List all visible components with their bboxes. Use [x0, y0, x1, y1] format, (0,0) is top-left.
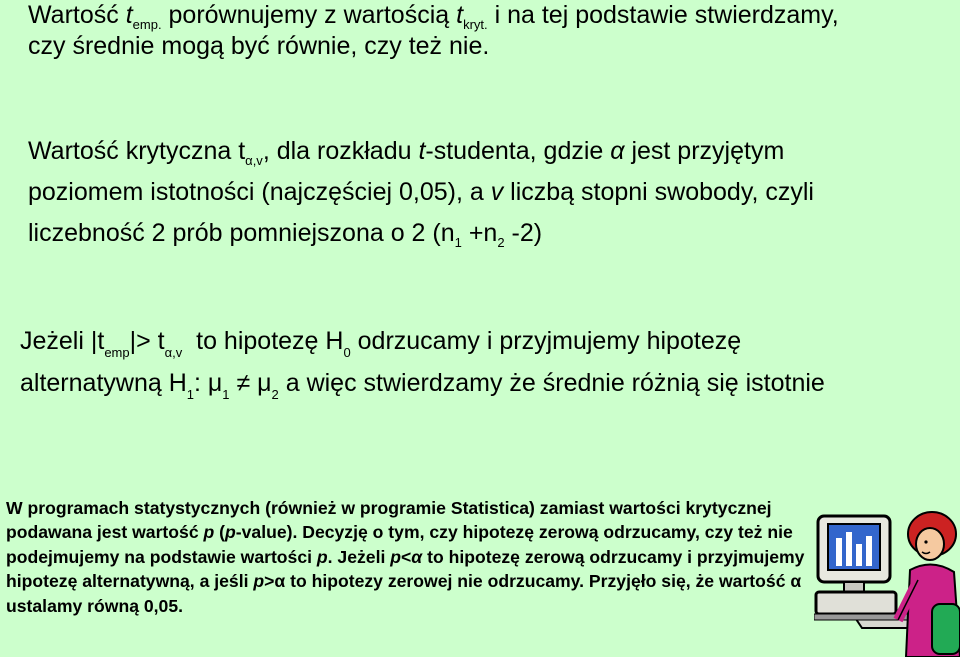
alpha-v-subscript: α,v: [245, 153, 263, 168]
p-value-paragraph: [6, 496, 806, 618]
intro-text: Wartość: [28, 1, 126, 29]
mu1-subscript: 1: [222, 387, 230, 402]
decision-text: ≠ μ: [229, 369, 272, 397]
pvalue-text: (: [214, 522, 226, 543]
t-symbol: t: [418, 137, 426, 165]
critical-text: -2): [504, 219, 543, 247]
h0-subscript: 0: [343, 345, 351, 360]
t-symbol: t: [125, 1, 133, 29]
critical-text: Wartość krytyczna t: [28, 137, 246, 165]
alpha-symbol: α: [411, 546, 423, 567]
pvalue-text: <: [401, 546, 412, 567]
critical-text: liczbą stopni swobody, czyli: [503, 178, 814, 206]
critical-value-paragraph: [28, 131, 814, 254]
t-symbol: t: [456, 1, 464, 29]
v-symbol: v: [490, 178, 504, 206]
pvalue-text: . Jeżeli: [327, 546, 391, 567]
critical-text: -studenta, gdzie: [425, 137, 611, 165]
critical-text: liczebność 2 prób pomniejszona o 2 (n: [28, 219, 455, 247]
p-symbol: p: [390, 546, 401, 567]
decision-paragraph: [20, 320, 825, 404]
intro-line-1: [28, 0, 839, 31]
emp-subscript: emp: [104, 345, 130, 360]
emp-subscript: emp.: [132, 17, 162, 32]
pvalue-text: >α to hipotezy zerowej nie odrzucamy. Przyjęło się, że wartość α ustalamy równą 0,05.: [6, 571, 802, 616]
intro-text: i na tej podstawie stwierdzamy,: [487, 1, 839, 29]
critical-line-3: [28, 213, 814, 254]
decision-text: Jeżeli |t: [20, 327, 105, 355]
mu2-subscript: 2: [271, 387, 279, 402]
decision-line-1: [20, 320, 825, 362]
p-symbol: p: [225, 522, 236, 543]
pvalue-text: W programach statystycznych (również w programie Statistica) zamiast wartości krytycznej podawana jest wartość: [6, 498, 772, 543]
n2-subscript: 2: [497, 235, 505, 250]
decision-text: a więc stwierdzamy że średnie różnią się istotnie: [278, 369, 825, 397]
critical-line-2: [28, 172, 814, 213]
kryt-subscript: kryt.: [463, 17, 488, 32]
critical-text: +n: [461, 219, 498, 247]
h1-subscript: 1: [186, 387, 194, 402]
n1-subscript: 1: [454, 235, 462, 250]
decision-text: to hipotezę H: [182, 327, 344, 355]
woman-at-computer-illustration: [814, 508, 960, 657]
decision-line-2: [20, 362, 825, 404]
p-symbol: p: [253, 571, 265, 592]
critical-line-1: [28, 131, 814, 172]
intro-paragraph: [28, 0, 839, 62]
pvalue-text: -value). Decyzję o tym, czy hipotezę zerową odrzucamy, czy też nie podejmujemy na podstawie wartości: [6, 522, 793, 567]
decision-text: : μ: [193, 369, 223, 397]
pvalue-text: to hipotezę zerową odrzucamy i przyjmujemy hipotezę alternatywną, a jeśli: [6, 546, 805, 592]
intro-text: porównujemy z wartością: [161, 1, 457, 29]
critical-text: jest przyjętym: [624, 137, 785, 165]
decision-text: odrzucamy i przyjmujemy hipotezę: [350, 327, 742, 355]
critical-text: , dla rozkładu: [262, 137, 419, 165]
p-symbol: p: [316, 546, 328, 567]
p-symbol: p: [203, 522, 215, 543]
decision-text: alternatywną H: [20, 369, 187, 397]
alpha-symbol: α: [610, 137, 625, 165]
decision-text: |> t: [129, 327, 165, 355]
alpha-v-subscript: α,v: [164, 345, 183, 360]
critical-text: poziomem istotności (najczęściej 0,05), a: [28, 178, 491, 206]
intro-line-2: czy średnie mogą być równie, czy też nie.: [28, 32, 490, 60]
